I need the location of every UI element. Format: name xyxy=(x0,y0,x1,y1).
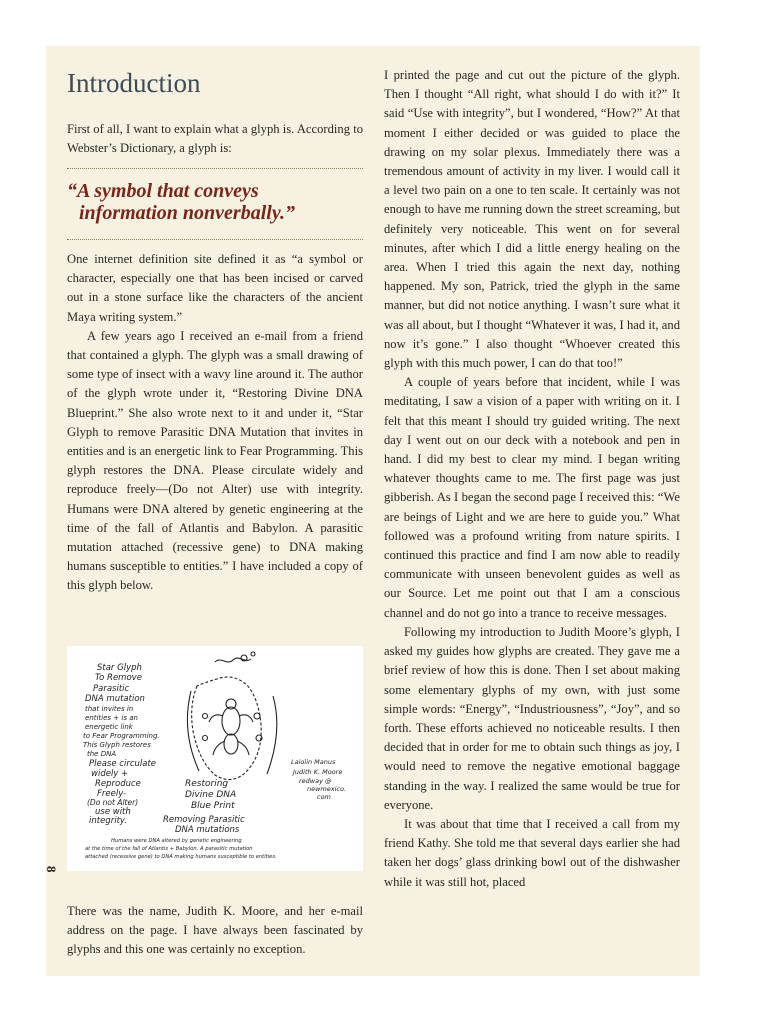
left-body-text-bottom xyxy=(67,902,363,960)
glyph-footer-line-3: attached (recessive gene) to DNA making humans susceptible to entities. xyxy=(85,854,277,860)
glyph-left-note-line: widely + xyxy=(91,769,129,779)
glyph-right-note-line: Laiolin Manus xyxy=(291,758,336,766)
pull-quote xyxy=(67,180,363,224)
glyph-left-note-line: integrity. xyxy=(89,816,127,826)
glyph-left-note-line: Parasitic xyxy=(93,684,130,694)
glyph-bottom-caption-line: Removing Parasitic xyxy=(163,815,245,825)
glyph-bottom-caption xyxy=(163,815,245,835)
glyph-right-note xyxy=(291,758,346,801)
right-paragraph-4: It was about that time that I received a call from my friend Kathy. She told me that several days earlier she had taken her dogs’ glass drinking bowl out of the dishwasher while it was still hot, placed xyxy=(384,816,680,889)
glyph-left-note-line: (Do not Alter) xyxy=(87,798,139,807)
right-column xyxy=(384,66,680,892)
right-paragraph-1: I printed the page and cut out the picture of the glyph. Then I thought “All right, what should I do with it?” It said “Use with integrity”, but I wondered, “How?” At that moment I either decided or was guided to place the drawing on my solar plexus. Immediately there was a tremendous amount of activity in my liver. I would call it a level two pain on a one to ten scale. It certainly was not enough to have me running down the street screaming, but definitely very noticeable. This went on for several minutes, after which I did a little energy healing on the area. When I tried this again the next day, nothing happened. My son, Patrick, tried the glyph in the same manner, but did not notice anything. I wasn’t sure what it was all about, but I thought “Whatever it was, I had it, and now it’s gone.” I also thought “Whoever created this glyph with this much power, I can do that too!” xyxy=(384,68,680,371)
glyph-left-note xyxy=(83,663,160,826)
glyph-right-note-line: Judith K. Moore xyxy=(293,768,343,776)
glyph-footer-line-2: at the time of the fall of Atlantis + Babylon. A parasitic mutation xyxy=(85,846,253,852)
glyph-center-caption xyxy=(185,779,236,811)
glyph-left-note-line: the DNA xyxy=(87,750,117,758)
right-paragraph-3: Following my introduction to Judith Moore’s glyph, I asked my guides how glyphs are created. They gave me a brief review of how this is done. Then I set about making some elementary glyphs of my own, with just some simple words: “Energy”, “Industriousness”, “Joy”, and so forth. These efforts achieved no noticeable results. I then decided that in order for me to obtain such things as joy, I would need to remove the negative emotional baggage standing in the way. I realized the same would be true for everyone. xyxy=(384,624,680,812)
glyph-footer-note xyxy=(85,838,277,860)
page-title: Introduction xyxy=(67,68,201,98)
left-paragraph-4: There was the name, Judith K. Moore, and her e-mail address on the page. I have always been fascinated by glyphs and this one was certainly no exception. xyxy=(67,904,363,957)
quote-bottom-rule xyxy=(67,239,363,240)
glyph-right-note-line: newmexico. xyxy=(307,785,347,793)
glyph-bottom-caption-line: DNA mutations xyxy=(175,825,240,835)
glyph-left-note-line: use with xyxy=(95,807,131,817)
glyph-left-note-line: Reproduce xyxy=(95,779,141,789)
glyph-drawing xyxy=(67,646,363,871)
glyph-left-note-line: to Fear Programming. xyxy=(83,732,160,740)
book-page xyxy=(46,46,700,976)
left-paragraph-2: One internet definition site defined it as “a symbol or character, especially one that has been incised or carved out in a stone surface like the characters of the ancient Maya writing system.” xyxy=(67,252,363,324)
glyph-left-note-line: Star Glyph xyxy=(97,663,142,673)
glyph-center-caption-line: Restoring xyxy=(185,779,229,789)
glyph-left-note-line: To Remove xyxy=(95,673,142,683)
glyph-center-caption-line: Blue Print xyxy=(191,801,235,811)
left-body-text xyxy=(67,250,363,596)
glyph-image xyxy=(67,646,363,871)
right-paragraph-2: A couple of years before that incident, while I was meditating, I saw a vision of a paper with writing on it. I felt that this meant I should try guided writing. The next day I went out on our deck with a notebook and pen in hand. I did my best to clear my mind. I began writing whatever thoughts came to me. The first page was just gibberish. As I began the second page I received this: “We are beings of Light and we are here to guide you.” What followed was a profound writing from nature spirits. I continued this practice and find I am now able to readily communicate with unseen benevolent guides as well as our Source. Let me point out that I am a conscious channel and do not go into a trance to receive messages. xyxy=(384,375,680,620)
left-paragraph-1: First of all, I want to explain what a glyph is. According to Webster’s Dictionary, a glyph is: xyxy=(67,122,363,156)
glyph-right-note-line: com xyxy=(317,793,331,801)
glyph-left-note-line: Freely- xyxy=(97,789,126,799)
glyph-insect-icon xyxy=(187,652,276,780)
glyph-center-caption-line: Divine DNA xyxy=(185,790,237,800)
quote-top-rule xyxy=(67,168,363,169)
page-number: 8 xyxy=(44,866,59,873)
glyph-right-note-line: redway @ xyxy=(299,777,332,785)
glyph-footer-line-1: Humans were DNA altered by genetic engineering xyxy=(111,838,242,844)
glyph-left-note-line: This Glyph restores xyxy=(83,741,151,749)
glyph-left-note-line: energetic link xyxy=(85,723,133,731)
glyph-left-note-line: DNA mutation xyxy=(85,694,145,704)
left-paragraph-3: A few years ago I received an e-mail from a friend that contained a glyph. The glyph was a small drawing of some type of insect with a wavy line around it. The author of the glyph wrote under it, “Restoring Divine DNA Blueprint.” She also wrote next to it and under it, “Star Glyph to remove Parasitic DNA Mutation that invites in entities and is an energetic link to Fear Programming. This glyph restores the DNA. Please circulate widely and reproduce freely—(Do not Alter) use with integrity. Humans were DNA altered by genetic engineering at the time of the fall of Atlantis and Babylon. A parasitic mutation attached (recessive gene) to DNA making humans susceptible to entities.” I have included a copy of this glyph below. xyxy=(67,328,363,593)
pull-quote-line-2: information nonverbally.” xyxy=(79,202,295,224)
glyph-left-note-line: Please circulate xyxy=(89,759,157,769)
left-intro-paragraph-wrap xyxy=(67,120,363,158)
glyph-left-note-line: entities + is an xyxy=(85,714,138,722)
pull-quote-line-1: “A symbol that conveys xyxy=(67,180,259,202)
glyph-left-note-line: that invites in xyxy=(85,705,134,713)
